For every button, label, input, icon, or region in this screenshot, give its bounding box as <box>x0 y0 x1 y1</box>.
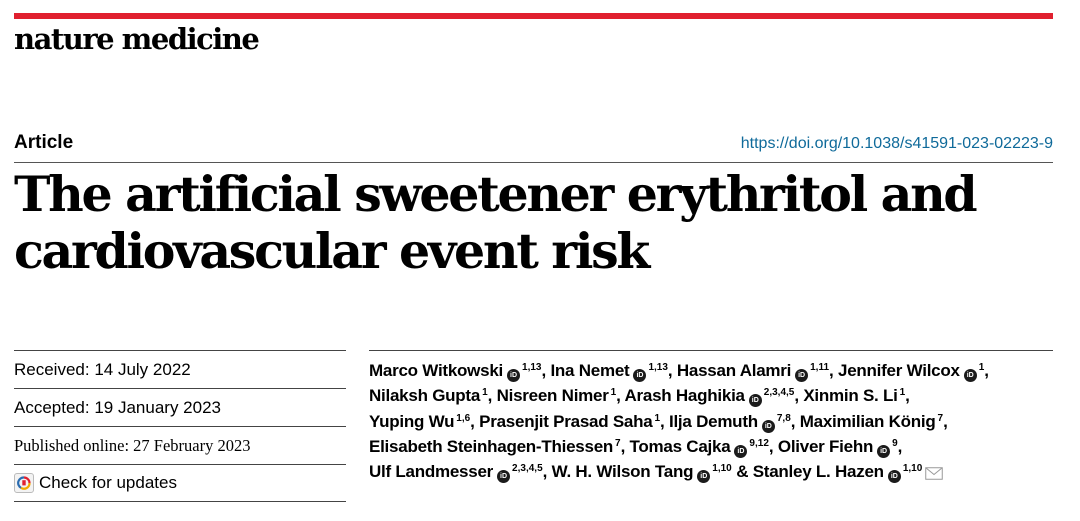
orcid-icon[interactable]: iD <box>497 470 510 483</box>
orcid-icon[interactable]: iD <box>888 470 901 483</box>
affiliation-number: 1,13 <box>522 362 542 373</box>
orcid-icon[interactable]: iD <box>697 470 710 483</box>
author-line: Nilaksh Gupta $^1$, Nisreen Nimer $^1$, Arash Haghikia iD$^{2,3,4,5}$, Xinmin S. Li $^1$, <box>369 386 910 406</box>
author <box>630 437 769 456</box>
author-name[interactable]: Yuping Wu <box>369 411 455 431</box>
author-name[interactable]: Hassan Alamri <box>676 361 792 380</box>
author-name[interactable]: Nilaksh Gupta <box>369 386 481 406</box>
author <box>369 437 621 456</box>
author <box>552 462 732 481</box>
orcid-icon[interactable]: iD <box>633 369 646 382</box>
published-date: Published online: 27 February 2023 <box>14 426 346 464</box>
article-title <box>14 166 1054 280</box>
doi-link[interactable]: https://doi.org/10.1038/s41591-023-02223-9 <box>740 135 1053 152</box>
authors-divider <box>369 350 1053 351</box>
orcid-icon[interactable]: iD <box>795 369 808 382</box>
author-name[interactable]: Prasenjit Prasad Saha <box>479 411 653 431</box>
check-updates-icon <box>14 473 34 493</box>
affiliation-number: 9 <box>892 437 898 449</box>
author <box>369 386 488 405</box>
orcid-icon[interactable]: iD <box>877 445 890 458</box>
author-name[interactable]: Oliver Fiehn <box>777 436 874 456</box>
author-name[interactable]: Marco Witkowski <box>369 361 504 380</box>
author-name[interactable]: W. H. Wilson Tang <box>551 462 694 482</box>
orcid-icon[interactable]: iD <box>749 394 762 407</box>
author-name[interactable]: Elisabeth Steinhagen-Thiessen <box>369 436 614 456</box>
author-line: Yuping Wu $^{1,6}$, Prasenjit Prasad Saha $^1$, Ilja Demuth iD$^{7,8}$, Maximilian König $^7$, <box>369 411 948 431</box>
received-date: Received: 14 July 2022 <box>14 350 346 388</box>
affiliation-number: 1 <box>978 362 985 373</box>
journal-accent-bar <box>14 13 1053 19</box>
author <box>800 412 943 431</box>
author <box>625 386 795 405</box>
check-for-updates-button[interactable] <box>14 464 346 502</box>
affiliation-number: 9,12 <box>749 437 769 449</box>
affiliation-number: 7,8 <box>776 412 791 424</box>
affiliation-number: 2,3,4,5 <box>763 387 795 399</box>
affiliation-number: 1,13 <box>648 362 668 373</box>
author-name[interactable]: Arash Haghikia <box>624 386 745 406</box>
orcid-icon[interactable]: iD <box>507 369 520 382</box>
author <box>497 386 617 405</box>
author <box>838 361 984 380</box>
journal-name[interactable]: nature medicine <box>14 22 259 56</box>
author-name[interactable]: Xinmin S. Li <box>803 386 898 406</box>
author-name[interactable]: Ilja Demuth <box>668 411 758 431</box>
author-name[interactable]: Ina Nemet <box>550 361 630 380</box>
affiliation-number: 1,10 <box>902 463 923 475</box>
author <box>369 462 543 481</box>
affiliation-number: 1 <box>899 387 906 399</box>
author <box>479 412 660 431</box>
author-line: Ulf Landmesser iD$^{2,3,4,5}$, W. H. Wilson Tang iD$^{1,10}$ & Stanley L. Hazen iD$^{1,10}$ <box>369 459 1059 484</box>
header-divider <box>14 162 1053 163</box>
author-name[interactable]: Tomas Cajka <box>629 436 731 456</box>
affiliation-number: 1,11 <box>810 362 830 373</box>
author-name[interactable]: Ulf Landmesser <box>369 462 494 482</box>
author <box>369 412 470 431</box>
affiliation-number: 7 <box>615 437 621 449</box>
affiliation-number: 1 <box>654 412 661 424</box>
orcid-icon[interactable]: iD <box>964 369 977 382</box>
author <box>677 361 829 380</box>
author-list <box>369 358 1059 484</box>
affiliation-number: 1,6 <box>456 412 471 424</box>
orcid-icon[interactable]: iD <box>762 420 775 433</box>
affiliation-number: 7 <box>937 412 944 424</box>
affiliation-number: 1 <box>482 387 488 399</box>
author-name[interactable]: Maximilian König <box>799 411 936 431</box>
author <box>778 437 898 456</box>
author-line: Elisabeth Steinhagen-Thiessen $^7$, Tomas Cajka iD$^{9,12}$, Oliver Fiehn iD$^9$, <box>369 436 903 456</box>
affiliation-number: 1 <box>610 387 617 399</box>
title-line-1: The artificial sweetener erythritol and <box>14 165 976 223</box>
author <box>369 361 542 380</box>
author-line: Marco Witkowski iD$^{1,13}$, Ina Nemet iD$^{1,13}$, Hassan Alamri iD$^{1,11}$, Jennifer Wilcox iD$^1$, <box>369 361 989 380</box>
author <box>550 361 667 380</box>
affiliation-number: 1,10 <box>712 463 732 475</box>
author <box>669 412 791 431</box>
article-type: Article <box>14 132 74 153</box>
author <box>803 386 905 405</box>
accepted-date: Accepted: 19 January 2023 <box>14 388 346 426</box>
author-name[interactable]: Nisreen Nimer <box>496 386 609 406</box>
author-name[interactable]: Stanley L. Hazen <box>752 462 884 482</box>
title-line-2: cardiovascular event risk <box>14 222 649 280</box>
email-icon[interactable] <box>925 467 943 480</box>
affiliation-number: 2,3,4,5 <box>512 463 543 475</box>
check-updates-label: Check for updates <box>39 473 177 492</box>
author <box>753 462 944 481</box>
orcid-icon[interactable]: iD <box>734 445 747 458</box>
article-dates <box>14 350 346 502</box>
author-name[interactable]: Jennifer Wilcox <box>837 361 960 380</box>
